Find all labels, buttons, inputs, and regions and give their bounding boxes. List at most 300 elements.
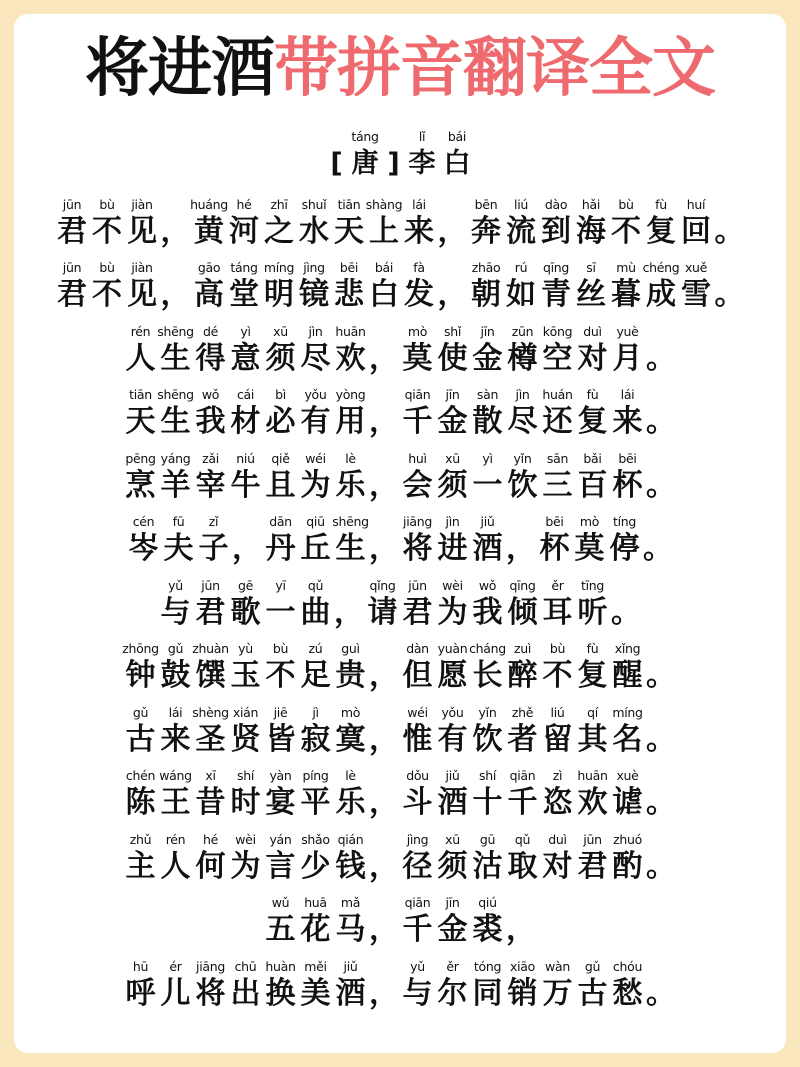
character-token xyxy=(505,831,540,885)
poem-line xyxy=(0,885,800,949)
pinyin: qīng xyxy=(509,577,536,593)
character-token xyxy=(610,640,645,694)
poem-line xyxy=(0,631,800,695)
pinyin: jīn xyxy=(445,895,460,910)
hanzi: 岑 xyxy=(128,531,159,566)
hanzi: 不 xyxy=(92,213,122,249)
character-token xyxy=(228,386,263,440)
pinyin: ér xyxy=(169,958,182,974)
hanzi: 。 xyxy=(646,848,676,884)
pinyin: qǔ xyxy=(307,577,324,593)
character-token xyxy=(158,640,193,694)
hanzi: 乐 xyxy=(335,785,366,820)
hanzi: 寞 xyxy=(335,721,366,757)
pinyin: jiǔ xyxy=(445,768,460,783)
character-token xyxy=(575,958,610,1012)
title-subtitle: 带拼音翻译全文 xyxy=(274,32,715,106)
character-token xyxy=(469,196,504,250)
hanzi: 与 xyxy=(160,594,191,630)
pinyin: qiú xyxy=(478,895,497,910)
pinyin: dào xyxy=(544,196,568,212)
character-token xyxy=(263,640,298,694)
character-token xyxy=(644,196,679,250)
pinyin: shēng xyxy=(157,323,194,339)
character-token xyxy=(644,259,679,313)
pinyin: qiū xyxy=(306,514,325,529)
pinyin: tiān xyxy=(337,196,361,212)
hanzi: 愁 xyxy=(612,975,643,1011)
hanzi: 欢 xyxy=(335,340,366,376)
pinyin: hū xyxy=(132,958,149,974)
hanzi: 宰 xyxy=(195,467,226,503)
hanzi: 生 xyxy=(160,404,191,439)
pinyin: bì xyxy=(275,387,286,402)
pinyin: qǔ xyxy=(514,831,531,847)
hanzi: 天 xyxy=(125,404,156,439)
pinyin: wáng xyxy=(159,768,192,783)
character-token xyxy=(228,577,263,631)
pinyin: tiān xyxy=(129,387,152,402)
pinyin: huí xyxy=(686,196,706,212)
character-token xyxy=(193,386,228,440)
hanzi: 暮 xyxy=(611,277,641,312)
hanzi: 金 xyxy=(472,340,503,376)
hanzi: 奔 xyxy=(471,213,501,249)
pinyin: xī xyxy=(205,768,216,783)
character-token xyxy=(505,577,540,631)
punctuation xyxy=(160,259,192,313)
hanzi: 停 xyxy=(609,531,640,566)
hanzi: 有 xyxy=(437,721,468,757)
character-token xyxy=(158,767,193,821)
pinyin: jìn xyxy=(308,323,323,339)
hanzi: 请 xyxy=(367,594,398,630)
character-token xyxy=(435,640,470,694)
character-token xyxy=(263,894,298,948)
hanzi: 如 xyxy=(506,277,536,312)
hanzi: 十 xyxy=(472,785,503,820)
character-token xyxy=(402,196,437,250)
character-token xyxy=(400,767,435,821)
hanzi: 有 xyxy=(300,404,331,439)
pinyin: yǐn xyxy=(478,704,497,720)
punctuation xyxy=(368,386,400,440)
character-token xyxy=(161,513,196,567)
character-token xyxy=(400,323,435,377)
pinyin: wéi xyxy=(305,450,326,466)
punctuation xyxy=(437,259,469,313)
character-token xyxy=(575,386,610,440)
hanzi: 明 xyxy=(264,277,294,312)
pinyin: lái xyxy=(412,196,426,212)
poem-line xyxy=(0,250,800,314)
hanzi: 名 xyxy=(612,721,643,757)
pinyin: gǔ xyxy=(167,641,184,656)
hanzi: 取 xyxy=(507,848,538,884)
character-token xyxy=(504,259,539,313)
punctuation xyxy=(642,513,674,567)
character-token xyxy=(348,128,383,182)
character-token xyxy=(298,640,333,694)
punctuation xyxy=(645,386,677,440)
hanzi: 见 xyxy=(127,213,157,249)
pinyin: xiāo xyxy=(510,958,535,974)
punctuation xyxy=(645,958,677,1012)
pinyin: mò xyxy=(407,323,428,339)
pinyin: yáng xyxy=(160,450,191,466)
character-token xyxy=(610,386,645,440)
pinyin: bù xyxy=(618,196,634,212)
hanzi: 古 xyxy=(125,721,156,757)
hanzi: 流 xyxy=(506,213,536,249)
pinyin: fù xyxy=(655,196,667,212)
pinyin: qīng xyxy=(542,260,570,275)
pinyin: zhě xyxy=(511,704,534,720)
punctuation xyxy=(368,958,400,1012)
pinyin: xuè xyxy=(616,768,639,783)
character-token xyxy=(440,128,475,182)
punctuation xyxy=(368,323,400,377)
hanzi: 到 xyxy=(541,213,571,249)
hanzi: 用 xyxy=(335,404,366,439)
pinyin: huān xyxy=(577,768,608,783)
hanzi: 平 xyxy=(300,785,331,820)
hanzi: 人 xyxy=(125,340,156,376)
character-token xyxy=(607,513,642,567)
pinyin: jīn xyxy=(480,323,495,339)
pinyin: wàn xyxy=(545,958,570,974)
pinyin: fū xyxy=(172,514,185,529)
character-token xyxy=(505,958,540,1012)
character-token xyxy=(405,128,440,182)
pinyin: xián xyxy=(232,704,259,720)
hanzi: 人 xyxy=(160,848,191,884)
character-token xyxy=(228,767,263,821)
pinyin: yán xyxy=(269,831,292,847)
pinyin: gāo xyxy=(197,260,221,275)
character-token xyxy=(298,831,333,885)
pinyin: xuě xyxy=(684,260,708,275)
hanzi: 之 xyxy=(264,213,294,249)
hanzi: 君 xyxy=(57,277,87,312)
character-token xyxy=(263,513,298,567)
character-token xyxy=(540,958,575,1012)
pinyin: yàn xyxy=(269,768,292,783)
hanzi: 。 xyxy=(646,404,676,439)
hanzi: ， xyxy=(369,785,399,820)
poem-line xyxy=(0,377,800,441)
hanzi: ， xyxy=(369,721,399,757)
pinyin: dàn xyxy=(406,641,429,656)
pinyin: jìn xyxy=(445,514,460,529)
hanzi: 见 xyxy=(127,277,157,312)
hanzi: 出 xyxy=(230,975,261,1011)
pinyin: sān xyxy=(546,450,569,466)
hanzi: 。 xyxy=(646,658,676,693)
pinyin: zhǔ xyxy=(129,831,152,847)
hanzi: 尽 xyxy=(507,404,538,439)
hanzi: 百 xyxy=(577,467,608,503)
pinyin: gū xyxy=(479,831,496,847)
hanzi: 不 xyxy=(265,658,296,693)
pinyin: jiǔ xyxy=(480,514,495,529)
punctuation xyxy=(505,513,537,567)
character-token xyxy=(333,513,368,567)
pinyin: jiāng xyxy=(196,958,225,974)
pinyin: zhōng xyxy=(122,641,159,656)
character-token xyxy=(263,831,298,885)
hanzi: ， xyxy=(369,912,399,947)
hanzi: 同 xyxy=(472,975,503,1011)
hanzi: ， xyxy=(437,213,468,249)
hanzi: 儿 xyxy=(160,975,191,1011)
pinyin: shǐ xyxy=(443,323,461,339)
hanzi: ， xyxy=(369,531,399,566)
hanzi: 子 xyxy=(198,531,229,566)
character-token xyxy=(435,513,470,567)
hanzi: 恣 xyxy=(542,785,573,820)
character-token xyxy=(470,958,505,1012)
hanzi: 愿 xyxy=(437,658,468,693)
pinyin: yī xyxy=(275,577,286,593)
hanzi: 白 xyxy=(443,148,471,179)
hanzi: 莫 xyxy=(574,531,605,566)
pinyin: mǎ xyxy=(340,895,361,910)
pinyin: wèi xyxy=(235,831,256,847)
pinyin: tóng xyxy=(473,958,502,974)
character-token xyxy=(400,704,435,758)
pinyin: lè xyxy=(345,450,356,466)
pinyin: shèng xyxy=(192,704,229,720)
punctuation xyxy=(383,128,405,182)
punctuation xyxy=(645,323,677,377)
hanzi: 古 xyxy=(577,975,608,1011)
hanzi: 一 xyxy=(472,467,503,503)
punctuation xyxy=(645,704,677,758)
character-token xyxy=(158,323,193,377)
hanzi: 。 xyxy=(646,721,676,757)
pinyin: zūn xyxy=(511,323,534,339)
pinyin: yǒu xyxy=(441,704,464,720)
punctuation xyxy=(714,196,746,250)
poem-line xyxy=(0,948,800,1012)
pinyin: tíng xyxy=(612,514,637,529)
character-token xyxy=(90,196,125,250)
hanzi: 河 xyxy=(229,213,259,249)
character-token xyxy=(158,831,193,885)
poem-line xyxy=(0,440,800,504)
pinyin: gǔ xyxy=(132,704,149,720)
hanzi: 空 xyxy=(542,340,573,376)
hanzi: 成 xyxy=(646,277,676,312)
pinyin: lái xyxy=(620,387,635,402)
hanzi: 圣 xyxy=(195,721,226,757)
character-token xyxy=(435,450,470,504)
pinyin: chū xyxy=(234,958,257,974)
pinyin: shí xyxy=(236,768,254,783)
character-token xyxy=(227,259,262,313)
character-token xyxy=(400,577,435,631)
character-token xyxy=(575,323,610,377)
character-token xyxy=(193,958,228,1012)
author-line xyxy=(0,128,800,182)
hanzi: 我 xyxy=(472,594,503,630)
hanzi: [ xyxy=(330,148,343,179)
pinyin: qí xyxy=(587,704,598,720)
pinyin: jīn xyxy=(445,387,460,402)
hanzi: 为 xyxy=(437,594,468,630)
hanzi: 谑 xyxy=(612,785,643,820)
character-token xyxy=(610,323,645,377)
pinyin: wéi xyxy=(407,704,428,720)
hanzi: 发 xyxy=(404,277,434,312)
character-token xyxy=(435,386,470,440)
pinyin: bù xyxy=(549,641,566,656)
character-token xyxy=(575,640,610,694)
character-token xyxy=(55,196,90,250)
hanzi: 对 xyxy=(577,340,608,376)
punctuation xyxy=(368,450,400,504)
hanzi: 沽 xyxy=(472,848,503,884)
character-token xyxy=(298,323,333,377)
poem-line xyxy=(0,504,800,568)
hanzi: 君 xyxy=(402,594,433,630)
character-token xyxy=(158,450,193,504)
hanzi: 陈 xyxy=(125,785,156,820)
punctuation xyxy=(368,704,400,758)
character-token xyxy=(609,259,644,313)
character-token xyxy=(332,259,367,313)
hanzi: 贤 xyxy=(230,721,261,757)
pinyin: shēng xyxy=(332,514,369,529)
character-token xyxy=(90,259,125,313)
hanzi: 生 xyxy=(335,531,366,566)
hanzi: 牛 xyxy=(230,467,261,503)
pinyin: tīng xyxy=(580,577,605,593)
hanzi: 必 xyxy=(265,404,296,439)
character-token xyxy=(333,704,368,758)
hanzi: 。 xyxy=(714,277,745,312)
punctuation xyxy=(368,767,400,821)
hanzi: 金 xyxy=(437,404,468,439)
hanzi: 李 xyxy=(408,148,436,179)
pinyin: hǎi xyxy=(581,196,601,212)
pinyin: pēng xyxy=(125,450,156,466)
pinyin: shí xyxy=(478,768,496,783)
pinyin: yǔ xyxy=(410,958,425,974)
character-token xyxy=(505,323,540,377)
hanzi: 长 xyxy=(472,658,503,693)
character-token xyxy=(575,577,610,631)
punctuation xyxy=(714,259,746,313)
pinyin: yǒu xyxy=(304,387,327,402)
character-token xyxy=(333,450,368,504)
pinyin: yuè xyxy=(616,323,639,339)
pinyin: bù xyxy=(99,196,115,212)
character-token xyxy=(125,259,160,313)
hanzi: 对 xyxy=(542,848,573,884)
character-token xyxy=(158,704,193,758)
pinyin: rén xyxy=(165,831,186,847)
hanzi: 朝 xyxy=(471,277,501,312)
hanzi: 钟 xyxy=(125,658,156,693)
pinyin: yǐn xyxy=(513,450,532,466)
character-token xyxy=(298,450,333,504)
page-title xyxy=(0,26,800,112)
hanzi: 饮 xyxy=(472,721,503,757)
character-token xyxy=(228,450,263,504)
hanzi: 白 xyxy=(369,277,399,312)
character-token xyxy=(193,323,228,377)
character-token xyxy=(435,831,470,885)
character-token xyxy=(126,513,161,567)
pinyin: lǐ xyxy=(418,129,426,144)
character-token xyxy=(297,259,332,313)
hanzi: 莫 xyxy=(402,340,433,376)
character-token xyxy=(297,196,332,250)
pinyin: yuàn xyxy=(437,641,468,656)
hanzi: 斗 xyxy=(402,785,433,820)
pinyin: táng xyxy=(351,129,379,144)
pinyin: bù xyxy=(272,641,289,656)
pinyin: míng xyxy=(263,260,295,275)
pinyin: qiān xyxy=(404,387,431,402)
hanzi: 万 xyxy=(542,975,573,1011)
character-token xyxy=(540,450,575,504)
pinyin: jūn xyxy=(62,196,82,212)
pinyin: zhī xyxy=(270,196,288,212)
pinyin: huán xyxy=(542,387,573,402)
pinyin: qiān xyxy=(509,768,536,783)
hanzi: 酒 xyxy=(335,975,366,1011)
hanzi: 月 xyxy=(612,340,643,376)
punctuation xyxy=(505,894,537,948)
pinyin: rén xyxy=(130,323,151,339)
hanzi: ] xyxy=(387,148,400,179)
pinyin: duì xyxy=(548,831,567,847)
punctuation xyxy=(437,196,469,250)
hanzi: 换 xyxy=(265,975,296,1011)
character-token xyxy=(505,640,540,694)
pinyin: shàng xyxy=(365,196,403,212)
pinyin: jiàn xyxy=(131,196,153,212)
hanzi: 金 xyxy=(437,912,468,947)
character-token xyxy=(610,958,645,1012)
character-token xyxy=(400,640,435,694)
pinyin: wǒ xyxy=(201,387,220,402)
hanzi: ， xyxy=(506,531,536,566)
hanzi: 尔 xyxy=(437,975,468,1011)
pinyin: shēng xyxy=(157,387,194,402)
hanzi: 何 xyxy=(195,848,226,884)
character-token xyxy=(400,894,435,948)
character-token xyxy=(158,577,193,631)
character-token xyxy=(435,577,470,631)
character-token xyxy=(158,386,193,440)
hanzi: 散 xyxy=(472,404,503,439)
character-token xyxy=(470,450,505,504)
pinyin: qiě xyxy=(271,450,290,466)
hanzi: 得 xyxy=(195,340,226,376)
hanzi: 五 xyxy=(265,912,296,947)
pinyin: shǎo xyxy=(301,831,330,847)
pinyin: bái xyxy=(447,129,467,144)
hanzi: 雪 xyxy=(681,277,711,312)
pinyin: jìng xyxy=(406,831,429,847)
character-token xyxy=(263,577,298,631)
character-token xyxy=(193,831,228,885)
hanzi: 三 xyxy=(542,467,573,503)
